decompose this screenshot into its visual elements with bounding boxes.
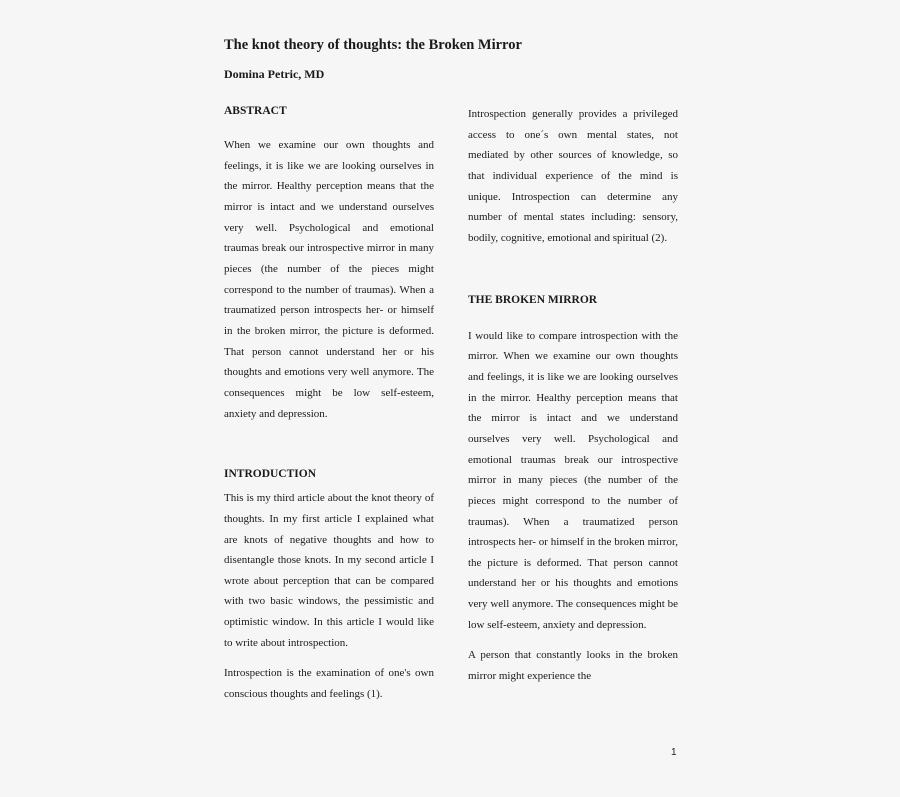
paper-title: The knot theory of thoughts: the Broken Mirror xyxy=(224,37,522,53)
introspection-paragraph: Introspection generally provides a privileged access to one´s own mental states, not mediated by other sources of knowledge, so that individual experience of the mind is unique. Introspection can determine any number of mental states including: sensory, bodily, cognitive, emotional and spiritual (2). xyxy=(468,108,678,244)
broken-mirror-paragraph-2: A person that constantly looks in the broken mirror might experience the xyxy=(468,649,678,683)
abstract-heading: ABSTRACT xyxy=(224,105,287,117)
broken-mirror-paragraph-1: I would like to compare introspection with the mirror. When we examine our own thoughts and feelings, it is like we are looking ourselves in the mirror. Healthy perception means that the mirror is intact and we understand ourselves very well. Psychological and emotional traumas break our introspective mirror in many pieces (the number of the pieces might correspond to the number of traumas). When a traumatized person introspects her- or himself in the broken mirror, the picture is deformed. That person cannot understand her or his thoughts and emotions very well anymore. The consequences might be low self-esteem, anxiety and depression. xyxy=(468,329,678,631)
introduction-paragraph-2: Introspection is the examination of one's own conscious thoughts and feelings (1). xyxy=(224,667,434,701)
abstract-paragraph: When we examine our own thoughts and feelings, it is like we are looking ourselves in the mirror. Healthy perception means that the mirror is intact and we understand ourselves very well. Psychological and emotional traumas break our introspective mirror in many pieces (the number of the pieces might correspond to the number of traumas). When a traumatized person introspects her- or himself in the broken mirror, the picture is deformed. That person cannot understand her or his thoughts and emotions very well anymore. The consequences might be low self-esteem, anxiety and depression. xyxy=(224,139,434,420)
paper-author: Domina Petric, MD xyxy=(224,67,325,81)
introduction-heading: INTRODUCTION xyxy=(224,468,317,481)
introduction-paragraph-1: This is my third article about the knot theory of thoughts. In my first article I explained what are knots of negative thoughts and how to disentangle those knots. In my second article I wrote about perception that can be compared with two basic windows, the pessimistic and optimistic window. In this article I would like to write about introspection. xyxy=(224,492,434,649)
right-column xyxy=(468,104,678,687)
broken-mirror-heading: THE BROKEN MIRROR xyxy=(468,293,598,306)
left-column xyxy=(224,104,434,705)
page-number: 1 xyxy=(671,747,677,758)
